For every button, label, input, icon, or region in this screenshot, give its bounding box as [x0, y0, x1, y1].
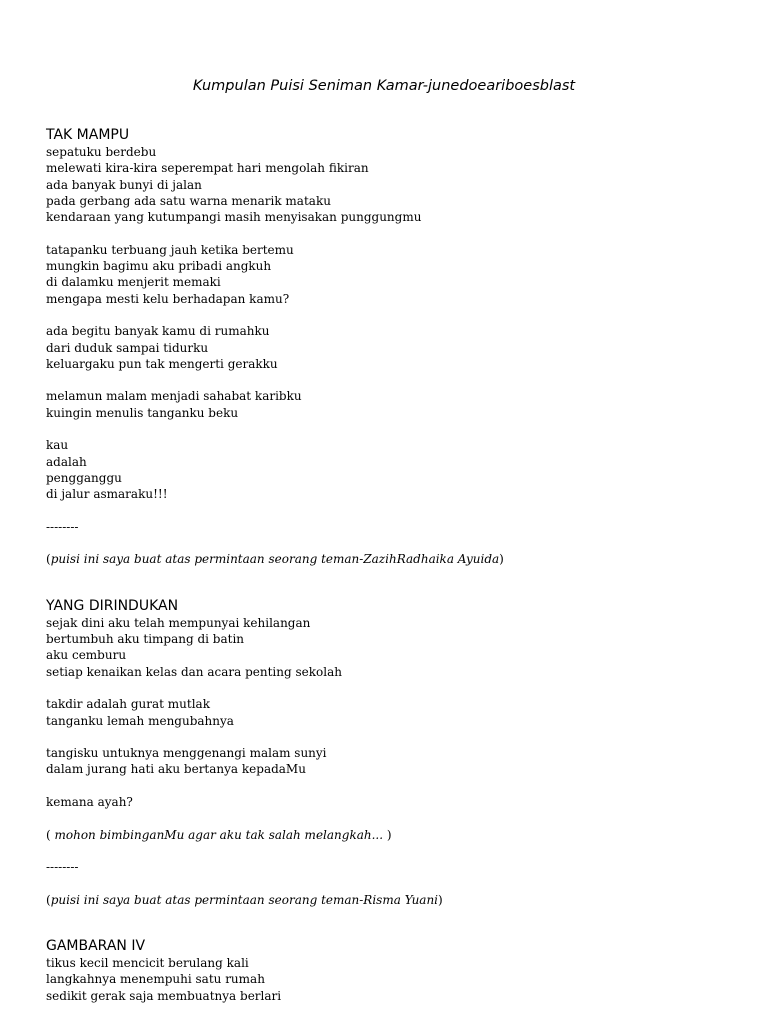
- poem-line: takdir adalah gurat mutlak: [46, 697, 210, 712]
- poem-line: melamun malam menjadi sahabat karibku: [46, 389, 302, 404]
- poem-line: tikus kecil mencicit berulang kali: [46, 956, 249, 971]
- poem-line: pada gerbang ada satu warna menarik mataku: [46, 193, 331, 208]
- document-title: Kumpulan Puisi Seniman Kamar-junedoeariboesblast: [192, 78, 576, 94]
- poem-line: tanganku lemah mengubahnya: [46, 713, 234, 728]
- poem-prayer: ( mohon bimbinganMu agar aku tak salah melangkah... ): [46, 827, 392, 842]
- poem-line: sedikit gerak saja membuatnya berlari: [46, 988, 282, 1003]
- poem-note: (puisi ini saya buat atas permintaan seorang teman-ZazihRadhaika Ayuida): [46, 552, 504, 567]
- poem-line: sepatuku berdebu: [46, 145, 157, 159]
- poem-line: tatapanku terbuang jauh ketika bertemu: [46, 242, 294, 257]
- poem-line: adalah: [46, 454, 87, 469]
- separator: --------: [46, 860, 79, 875]
- poem-line: ada begitu banyak kamu di rumahku: [46, 324, 270, 339]
- poem-gambaran-iv: [46, 938, 746, 1004]
- poem-title: YANG DIRINDUKAN: [46, 597, 179, 614]
- poem-note: (puisi ini saya buat atas permintaan seorang teman-Risma Yuani): [46, 892, 443, 907]
- poem-line: ada banyak bunyi di jalan: [46, 177, 202, 192]
- poem-line: mungkin bagimu aku pribadi angkuh: [46, 259, 272, 274]
- poem-line: setiap kenaikan kelas dan acara penting sekolah: [46, 664, 342, 679]
- poem-line: kau: [46, 438, 69, 453]
- separator: --------: [46, 519, 79, 534]
- poem-line: mengapa mesti kelu berhadapan kamu?: [46, 291, 290, 306]
- poem-line: aku cemburu: [46, 648, 127, 663]
- poem-line: dari duduk sampai tidurku: [46, 340, 209, 355]
- poem-yang-dirindukan: [46, 598, 746, 908]
- poem-line: langkahnya menempuhi satu rumah: [46, 972, 265, 987]
- poem-line: keluargaku pun tak mengerti gerakku: [46, 356, 278, 371]
- poem-line: di dalamku menjerit memaki: [46, 275, 221, 290]
- poem-line: kuingin menulis tanganku beku: [46, 405, 239, 420]
- document-body: [46, 127, 746, 1004]
- poem-tak-mampu: [46, 127, 746, 568]
- poem-line: di jalur asmaraku!!!: [46, 487, 168, 502]
- poem-line: pengganggu: [46, 470, 122, 485]
- poem-line: dalam jurang hati aku bertanya kepadaMu: [46, 762, 306, 777]
- poem-line: sejak dini aku telah mempunyai kehilangan: [46, 615, 311, 630]
- poem-line: bertumbuh aku timpang di batin: [46, 632, 245, 647]
- poem-line: melewati kira-kira seperempat hari mengolah fikiran: [46, 161, 369, 176]
- poem-title: GAMBARAN IV: [46, 938, 146, 955]
- poem-line: kendaraan yang kutumpangi masih menyisakan punggungmu: [46, 210, 422, 225]
- poem-line: kemana ayah?: [46, 794, 133, 809]
- poem-line: tangisku untuknya menggenangi malam sunyi: [46, 746, 327, 761]
- poem-title: TAK MAMPU: [46, 127, 130, 143]
